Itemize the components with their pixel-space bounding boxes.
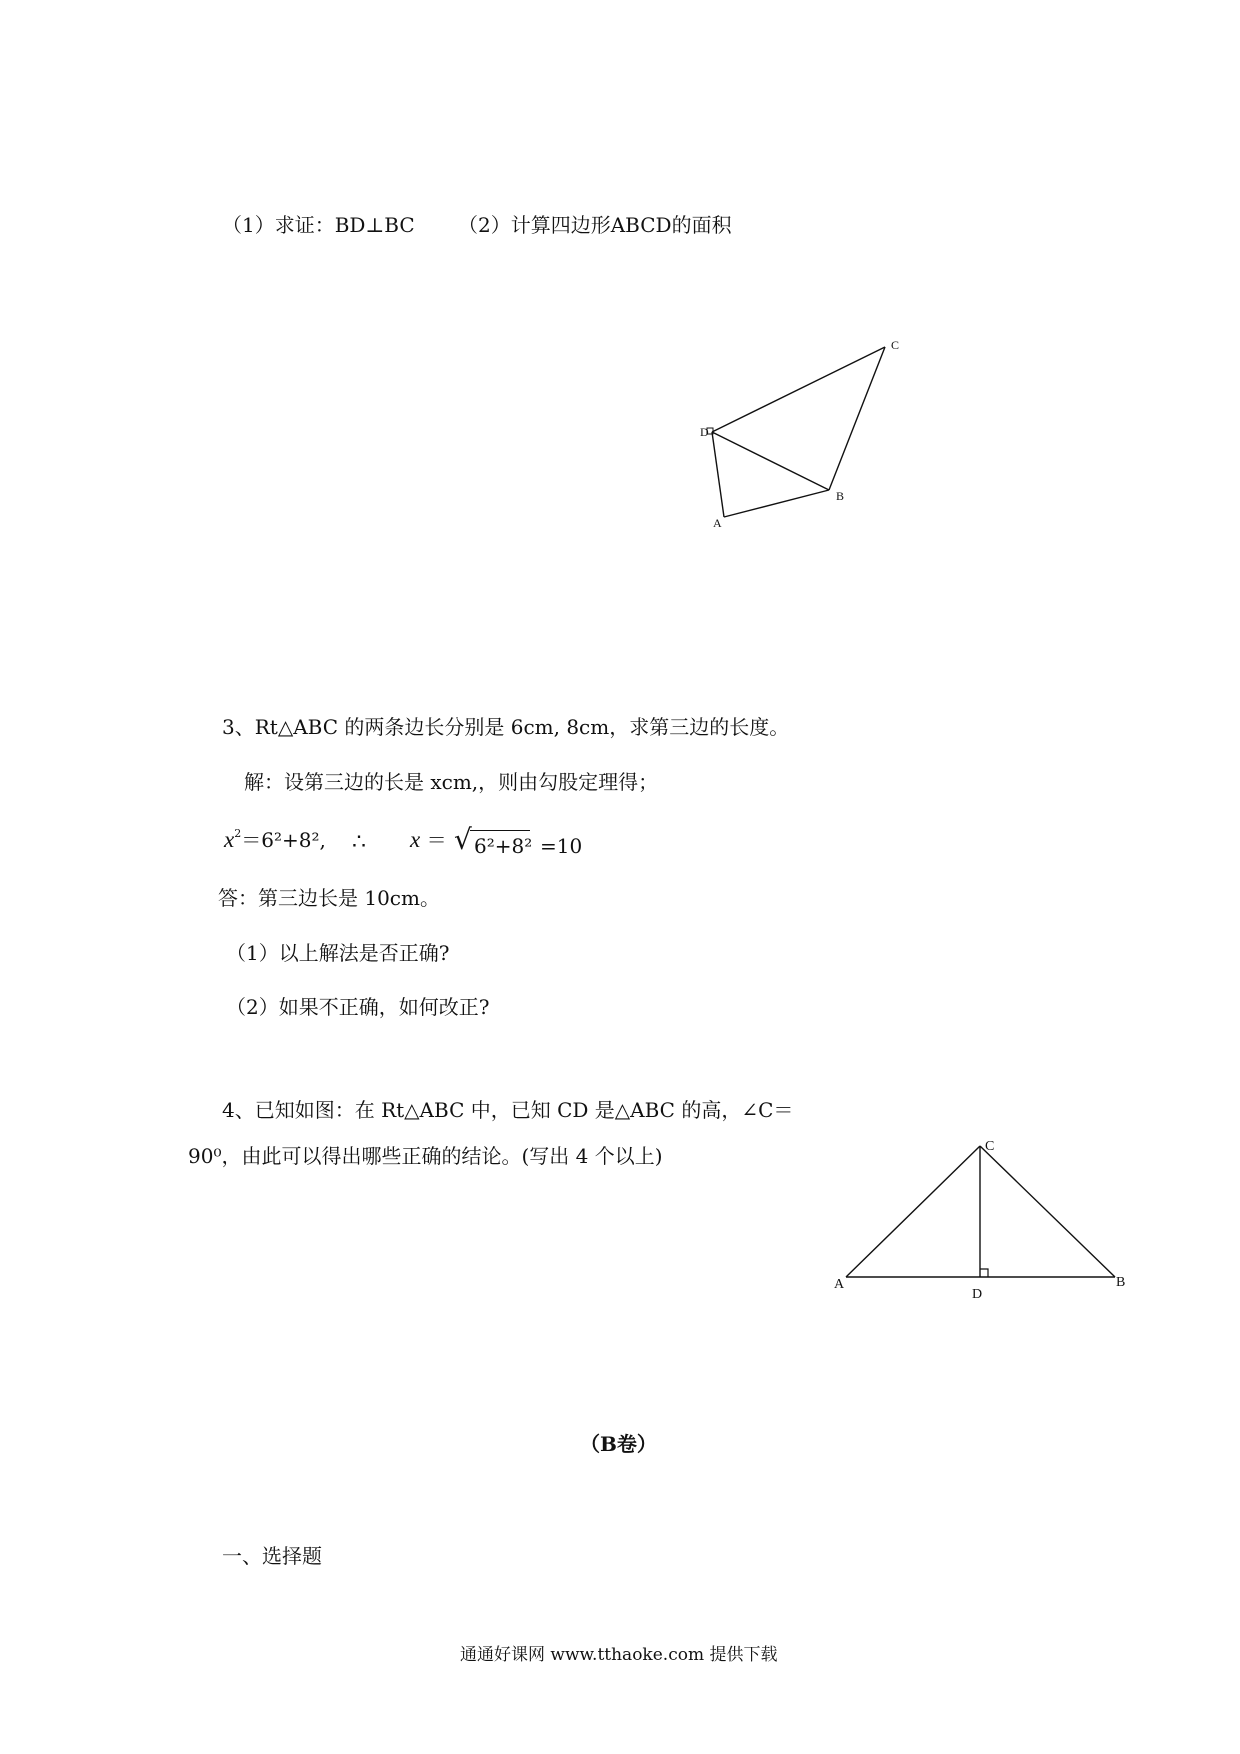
eq2-equals: ＝: [426, 828, 447, 852]
sqrt-radicand: 6²+8²: [474, 834, 533, 858]
fig1-label-a: A: [713, 516, 722, 530]
fig2-label-d: D: [972, 1287, 983, 1302]
sqrt-vinculum: [470, 830, 530, 831]
eq2-result: =10: [540, 834, 583, 858]
fig2-label-b: B: [1116, 1275, 1126, 1290]
q3-sub1: （1）以上解法是否正确?: [226, 941, 450, 965]
page-footer: 通通好课网 www.tthaoke.com 提供下载: [460, 1645, 778, 1665]
segment-dc: [712, 347, 885, 432]
right-angle-mark-d: [980, 1269, 988, 1277]
segment-da: [712, 432, 724, 517]
fig1-label-b: B: [836, 489, 845, 503]
q2-part2: （2）计算四边形ABCD的面积: [458, 213, 732, 237]
eq-rhs: ＝6²+8²,: [241, 828, 326, 852]
q3-statement: 3、Rt△ABC 的两条边长分别是 6cm, 8cm，求第三边的长度。: [222, 715, 790, 739]
section-b-heading: （B卷）: [580, 1432, 657, 1456]
segment-cb: [980, 1146, 1115, 1277]
eq-var-x: x: [224, 827, 235, 852]
fig2-label-a: A: [834, 1277, 845, 1292]
q3-equation2: [410, 828, 447, 851]
q4-line2: 90⁰，由此可以得出哪些正确的结论。(写出 4 个以上): [188, 1144, 663, 1168]
eq2-var-x: x: [410, 827, 421, 852]
q3-equation: [224, 828, 326, 851]
segment-ac: [846, 1146, 980, 1277]
segment-db: [712, 432, 829, 490]
sqrt-symbol: √: [454, 823, 472, 856]
segment-ab: [724, 490, 829, 517]
section-one-heading: 一、选择题: [222, 1544, 322, 1568]
q3-sub2: （2）如果不正确，如何改正?: [226, 995, 490, 1019]
right-angle-mark-d: [707, 428, 713, 434]
fig2-label-c: C: [985, 1139, 995, 1154]
therefore-symbol: ∴: [352, 830, 366, 855]
q3-solution-intro: 解：设第三边的长是 xcm,，则由勾股定理得；: [244, 770, 659, 794]
eq-var-sup: 2: [234, 827, 242, 841]
q3-answer: 答：第三边长是 10cm。: [218, 886, 440, 910]
segment-cb: [829, 347, 885, 490]
fig1-label-c: C: [891, 338, 900, 352]
q4-line1: 4、已知如图：在 Rt△ABC 中，已知 CD 是△ABC 的高，∠C＝: [222, 1098, 794, 1122]
fig1-label-d: D: [700, 425, 709, 439]
q2-part1: （1）求证：BD⊥BC: [222, 213, 415, 237]
